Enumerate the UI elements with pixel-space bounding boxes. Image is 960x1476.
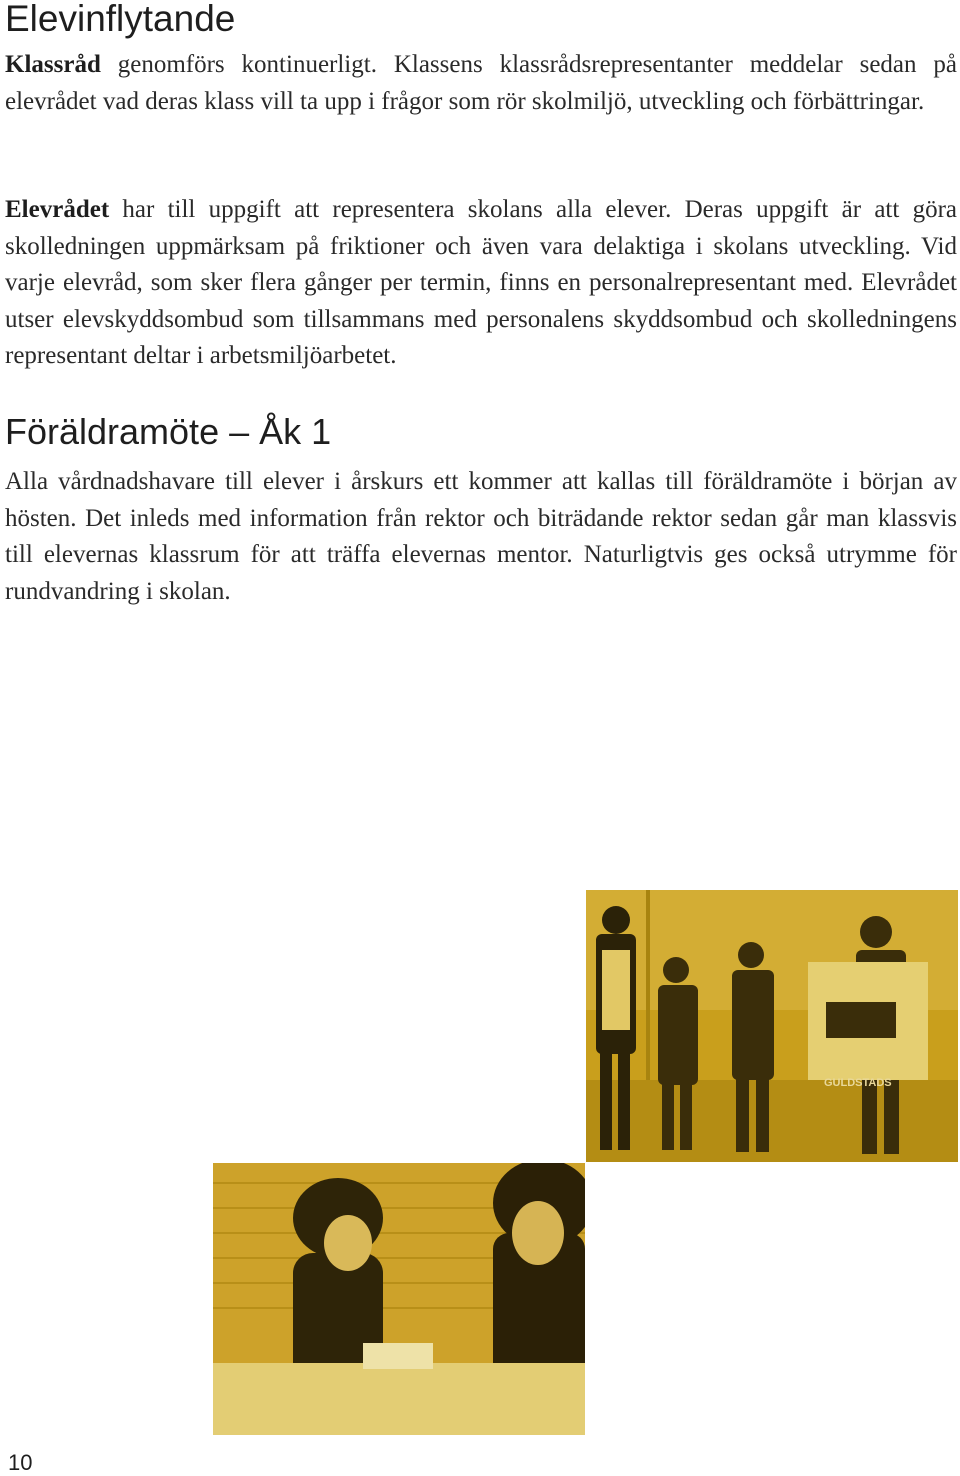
paragraph-klassrad-text: genomförs kontinuerligt. Klassens klassrådsrepresentanter meddelar sedan på elevrådet vad deras klass vill ta upp i frågor som rör skolmiljö, utveckling och förbättringar. (5, 51, 957, 115)
photo-students-corridor (586, 890, 958, 1162)
section-heading-elevinflytande: Elevinflytande (5, 0, 236, 39)
paragraph-klassrad (5, 47, 957, 120)
photo-students-corridor-illustration (586, 890, 958, 1162)
page-number: 10 (8, 1450, 33, 1475)
section-heading-foraldramote: Föräldramöte – Åk 1 (5, 411, 332, 452)
photo-students-table-illustration (213, 1163, 585, 1435)
paragraph-foraldramote: Alla vårdnadshavare till elever i årskurs ett kommer att kallas till föräldramöte i början av hösten. Det inleds med information från rektor och biträdande rektor sedan går man klassvis till elevernas klassrum för att träffa elevernas mentor. Naturligtvis ges också utrymme för rundvandring i skolan. (5, 468, 957, 605)
photo-sign-text: GULDSTADS (824, 1077, 892, 1089)
term-elevradet: Elevrådet (5, 196, 110, 223)
paragraph-elevradet (5, 192, 957, 375)
paragraph-elevradet-text: har till uppgift att representera skolans alla elever. Deras uppgift är att göra skolledningen uppmärksam på friktioner och även vara delaktiga i skolans utveckling. Vid varje elevråd, som sker flera gånger per termin, finns en personalrepresentant med. Elevrådet utser elevskyddsombud som tillsammans med personalens skyddsombud och skolledningens representant deltar i arbetsmiljöarbetet. (5, 196, 957, 369)
photo-students-table (213, 1163, 585, 1435)
term-klassrad: Klassråd (5, 51, 101, 78)
